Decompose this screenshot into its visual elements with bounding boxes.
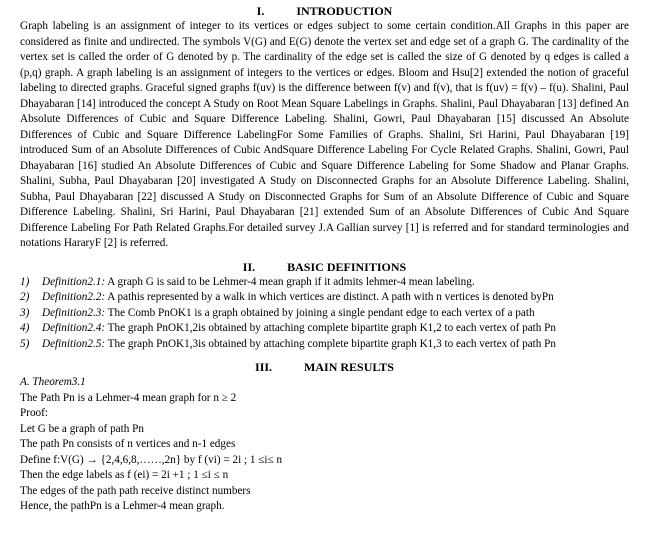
definition-item <box>20 275 629 291</box>
definition-term: Definition2.5: <box>42 337 106 350</box>
section-number: II. <box>242 259 256 274</box>
definition-item <box>20 337 629 353</box>
definitions-list <box>20 275 629 353</box>
section-title: INTRODUCTION <box>296 4 393 18</box>
section-number: I. <box>256 4 265 18</box>
section-heading-basic-definitions <box>20 260 629 275</box>
definition-body: A graph G is said to be Lehmer-4 mean graph if it admits lehmer-4 mean labeling. <box>105 275 475 288</box>
definition-body: The graph PnOK1,3is obtained by attaching complete bipartite graph K1,3 to each vertex of path Pn <box>105 337 556 350</box>
section-number: III. <box>255 360 273 374</box>
proof-conclusion: Hence, the pathPn is a Lehmer-4 mean graph. <box>20 500 225 512</box>
proof-label: Proof: <box>20 407 48 419</box>
proof-line: The path Pn consists of n vertices and n-1 edges <box>20 438 236 450</box>
definition-body: The Comb PnOK1 is a graph obtained by joining a single pendant edge to each vertex of a path <box>105 306 535 319</box>
definition-number: 1) <box>20 275 30 288</box>
definition-term: Definition2.1: <box>42 275 106 288</box>
theorem-label: A. Theorem3.1 <box>20 376 86 388</box>
definition-item <box>20 290 629 306</box>
definition-body: A pathis represented by a walk in which vertices are distinct. A path with n vertices is denoted byPn <box>105 291 554 303</box>
definition-number: 2) <box>20 291 30 303</box>
proof-line: Let G be a graph of path Pn <box>20 422 144 435</box>
definition-number: 5) <box>20 337 30 350</box>
proof-line: Define f:V(G) → {2,4,6,8,……,2n} by f (vi) = 2i ; 1 ≤i≤ n <box>20 453 283 466</box>
definition-term: Definition2.2: <box>42 291 106 303</box>
definition-item <box>20 306 629 322</box>
definition-term: Definition2.3: <box>42 306 106 319</box>
proof-line: Then the edge labels as f (ei) = 2i +1 ; 1 ≤i ≤ n <box>20 469 229 481</box>
definition-term: Definition2.4: <box>42 322 106 334</box>
section-title: MAIN RESULTS <box>304 360 394 374</box>
section-heading-introduction <box>20 4 629 19</box>
proof-line: The edges of the path path receive distinct numbers <box>20 484 251 497</box>
definition-item <box>20 321 629 337</box>
definition-body: The graph PnOK1,2is obtained by attaching complete bipartite graph K1,2 to each vertex of path Pn <box>105 322 556 334</box>
theorem-statement: The Path Pn is a Lehmer-4 mean graph for n ≥ 2 <box>20 391 237 404</box>
definition-number: 3) <box>20 306 30 319</box>
definition-number: 4) <box>20 322 30 334</box>
section-heading-main-results <box>20 360 629 375</box>
introduction-paragraph: Graph labeling is an assignment of integer to its vertices or edges subject to some certain condition.All Graphs in this paper are considered as finite and undirected. The symbols V(G) and E(G) denote the vertex set and edge set of a graph G. The cardinality of the vertex set is called the order of G denoted by p. The cardinality of the edge set is called the size of G denoted by q edges is called a (p,q) graph. A graph labeling is an assignment of integers to the vertices or edges. Bloom and Hsu[2] extended the notion of graceful labeling to directed graphs. Graceful signed graphs f(uv) is the difference between f(v) and f(v), that is f(uv) = f(v) – f(u). Shalini, Paul Dhayabaran [14] introduced the concept A Study on Root Mean Square Labelings in Graphs. Shalini, Paul Dhayabaran [13] defined An Absolute Differences of Cubic and Square Difference Labeling. Shalini, Gowri, Paul Dhayabaran [15] discussed An Absolute Differences of Cubic and Square Difference LabelingFor Some Families of Graphs. Shalini, Sri Harini, Paul Dhayabaran [19] introduced Sum of an Absolute Differences of Cubic AndSquare Difference Labeling For Cycle Related Graphs. Shalini, Gowri, Paul Dhayabaran [16] studied An Absolute Differences of Cubic and Square Difference Labeling for Some Shadow and Planar Graphs. Shalini, Subha, Paul Dhayabaran [20] investigated A Study on Disconnected Graphs for an Absolute Difference Labeling. Shalini, Subha, Paul Dhayabaran [22] discussed A Study on Disconnected Graphs for Sum of an Absolute Difference of Cubic and Square Difference Labeling. Shalini, Sri Harini, Paul Dhayabaran [21] extended Sum of an Absolute Differences of Cubic And Square Difference Labeling For Path Related Graphs.For detailed survey J.A Gallian survey [1] is referred and for standard terminologies and notations HararyF [2] is referred. <box>20 20 629 249</box>
section-title: BASIC DEFINITIONS <box>287 259 407 274</box>
